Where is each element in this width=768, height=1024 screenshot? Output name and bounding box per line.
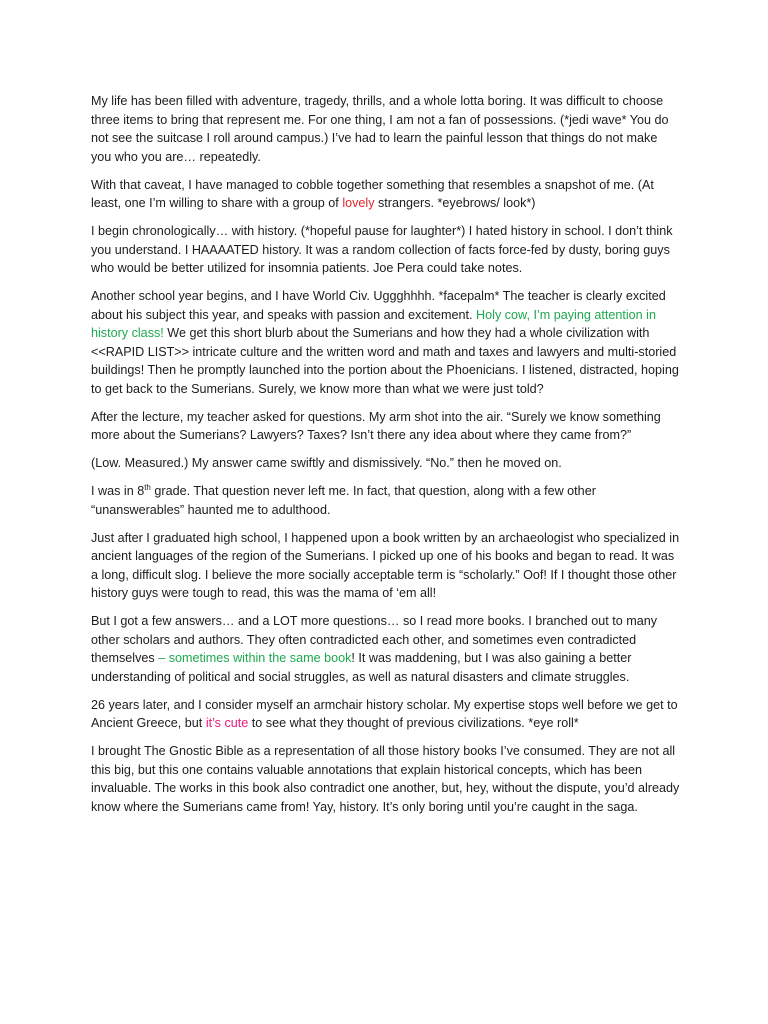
paragraph-7 (91, 482, 681, 519)
highlight-its-cute: it’s cute (205, 716, 249, 730)
paragraph-10-text-start: 26 years later, and I consider myself an armchair history scholar. My expertise stops well before we get to Ancient Greece, but (91, 697, 678, 730)
paragraph-7-text-start: I was in 8 (91, 484, 145, 498)
paragraph-4-text-start: Another school year begins, and I have World Civ. Uggghhhh. *facepalm* The teacher is clearly excited about his subject this year, and speaks with passion and excitement. (91, 289, 666, 322)
highlight-history-class: Holy cow, I’m paying attention in history class! (91, 307, 656, 340)
paragraph-5: After the lecture, my teacher asked for questions. My arm shot into the air. “Surely we know something more about the Sumerians? Lawyers? Taxes? Isn’t there any idea about where they came from?” (91, 409, 661, 442)
paragraph-10-text-end: to see what they thought of previous civilizations. *eye roll* (248, 716, 579, 730)
paragraph-1: My life has been filled with adventure, tragedy, thrills, and a whole lotta boring. It was difficult to choose three items to bring that represent me. For one thing, I am not a fan of possessions. (*jedi wave* You do not see the suitcase I roll around campus.) I’ve had to learn the painful lesson that things do not make you who you are… repeatedly. (91, 94, 669, 164)
paragraph-9 (91, 612, 681, 686)
highlight-same-book: – sometimes within the same book (158, 651, 352, 665)
paragraph-6: (Low. Measured.) My answer came swiftly and dismissively. “No.” then he moved on. (91, 456, 562, 470)
paragraph-7-text-end: grade. That question never left me. In fact, that question, along with a few other “unanswerables” haunted me to adulthood. (91, 484, 596, 517)
paragraph-9-text-end: ! It was maddening, but I was also gaining a better understanding of political and social struggles, as well as natural disasters and climate struggles. (91, 651, 632, 684)
paragraph-2-text-end: strangers. *eyebrows/ look*) (374, 196, 536, 210)
paragraph-9-text-start: But I got a few answers… and a LOT more questions… so I read more books. I branched out to many other scholars and authors. They often contradicted each other, and sometimes even contradicted themselves (91, 614, 658, 665)
paragraph-8: Just after I graduated high school, I happened upon a book written by an archaeologist who specialized in ancient languages of the region of the Sumerians. I picked up one of his books and began to read. It was a long, difficult slog. I believe the more socially acceptable term is “scholarly.” Oof! If I thought those other history guys were tough to read, this was the mama of ‘em all! (91, 530, 680, 600)
paragraph-4-text-end: We get this short blurb about the Sumerians and how they had a whole civilization with <<RAPID LIST>> intricate culture and the written word and math and taxes and lawyers and multi-storied buildings! Then he promptly launched into the portion about the Phoenicians. I listened, distracted, hoping to get back to the Sumerians. Surely, we know more than what we were just told? (91, 326, 679, 396)
document-body (91, 92, 681, 826)
paragraph-2-text-start: With that caveat, I have managed to cobble together something that resembles a snapshot of me. (At least, one I’m willing to share with a group of (91, 177, 654, 210)
paragraph-11: I brought The Gnostic Bible as a representation of all those history books I’ve consumed. They are not all this big, but this one contains valuable annotations that explain historical concepts, which has been invaluable. The works in this book also contradict one another, but, hey, without the dispute, you’d already know where the Sumerians came from! Yay, history. It’s only boring until you’re caught in the saga. (91, 744, 680, 814)
paragraph-3: I begin chronologically… with history. (*hopeful pause for laughter*) I hated history in school. I don’t think you understand. I HAAAATED history. It was a random collection of facts force-fed by dusty, boring guys who would be better utilized for insomnia patients. Joe Pera could take notes. (91, 224, 673, 275)
ordinal-superscript: th (144, 483, 151, 492)
highlight-lovely: lovely (342, 196, 375, 210)
paragraph-2 (91, 176, 681, 213)
paragraph-10 (91, 696, 681, 733)
paragraph-4 (91, 287, 681, 398)
